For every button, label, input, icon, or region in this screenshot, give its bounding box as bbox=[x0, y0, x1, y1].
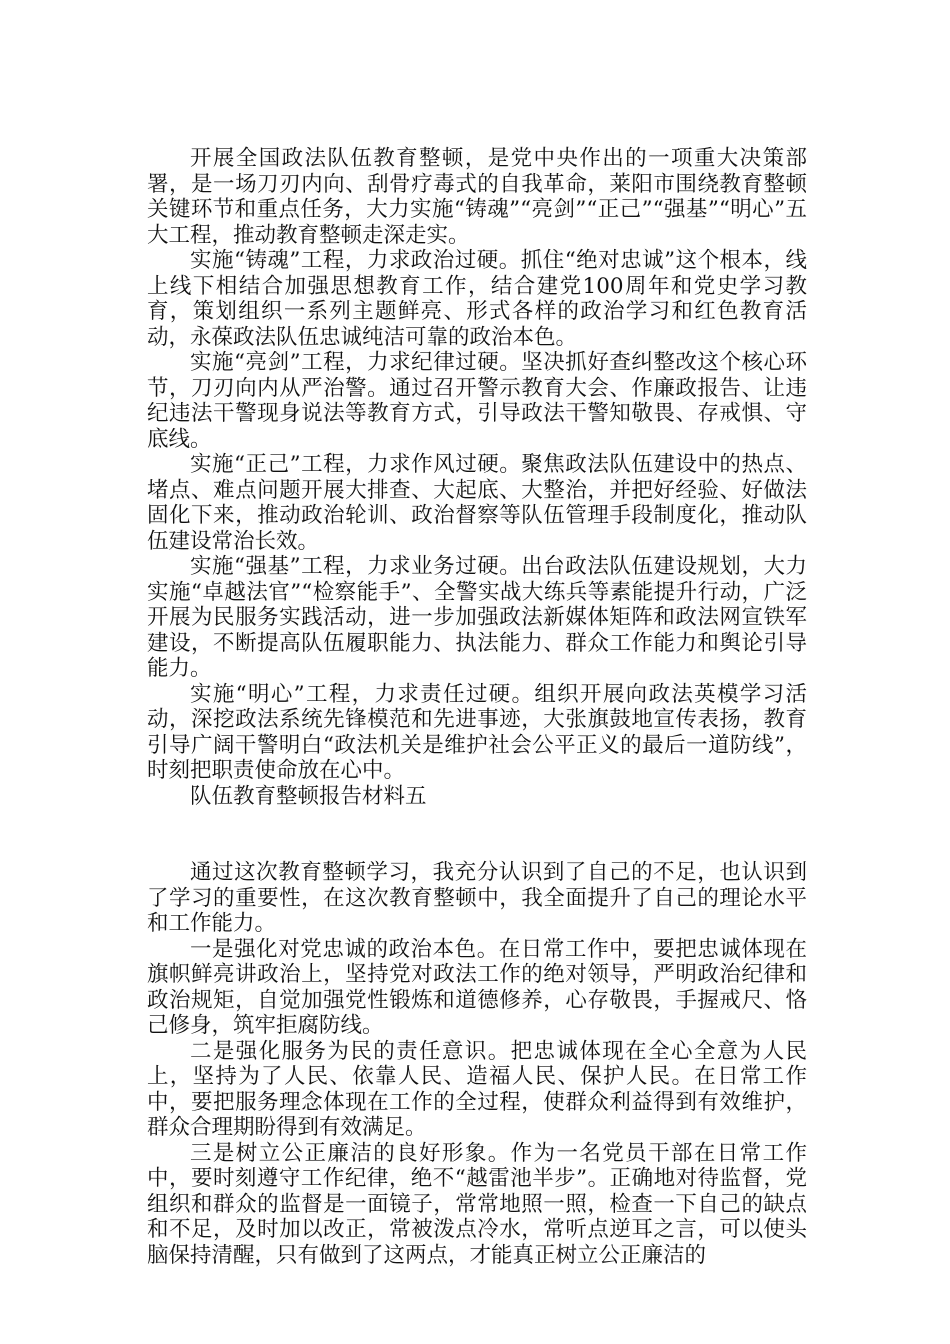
body-paragraph: 实施“亮剑”工程，力求纪律过硬。坚决抓好查纠整改这个核心环节，刀刃向内从严治警。通过召开警示教育大会、作廉政报告、让违纪违法干警现身说法等教育方式，引导政法干警知敬畏、存戒惧、守底线。 bbox=[147, 350, 807, 452]
document-page bbox=[147, 146, 807, 1268]
body-paragraph: 实施“强基”工程，力求业务过硬。出台政法队伍建设规划，大力实施“卓越法官”“检察能手”、全警实战大练兵等素能提升行动，广泛开展为民服务实践活动，进一步加强政法新媒体矩阵和政法网宣铁军建设，不断提高队伍履职能力、执法能力、群众工作能力和舆论引导能力。 bbox=[147, 554, 807, 681]
body-paragraph: 开展全国政法队伍教育整顿，是党中央作出的一项重大决策部署，是一场刀刃内向、刮骨疗毒式的自我革命，莱阳市围绕教育整顿关键环节和重点任务，大力实施“铸魂”“亮剑”“正己”“强基”“明心”五大工程，推动教育整顿走深走实。 bbox=[147, 146, 807, 248]
body-paragraph: 实施“明心”工程，力求责任过硬。组织开展向政法英模学习活动，深挖政法系统先锋模范和先进事迹，大张旗鼓地宣传表扬，教育引导广阔干警明白“政法机关是维护社会公平正义的最后一道防线”，时刻把职责使命放在心中。 bbox=[147, 681, 807, 783]
body-paragraph: 实施“铸魂”工程，力求政治过硬。抓住“绝对忠诚”这个根本，线上线下相结合加强思想教育工作，结合建党100周年和党史学习教育，策划组织一系列主题鲜亮、形式各样的政治学习和红色教育活动，永葆政法队伍忠诚纯洁可靠的政治本色。 bbox=[147, 248, 807, 350]
body-paragraph: 二是强化服务为民的责任意识。把忠诚体现在全心全意为人民上，坚持为了人民、依靠人民、造福人民、保护人民。在日常工作中，要把服务理念体现在工作的全过程，使群众利益得到有效维护，群众合理期盼得到有效满足。 bbox=[147, 1038, 807, 1140]
body-paragraph: 一是强化对党忠诚的政治本色。在日常工作中，要把忠诚体现在旗帜鲜亮讲政治上，坚持党对政法工作的绝对领导，严明政治纪律和政治规矩，自觉加强党性锻炼和道德修养，心存敬畏，手握戒尺、恪己修身，筑牢拒腐防线。 bbox=[147, 936, 807, 1038]
body-paragraph: 通过这次教育整顿学习，我充分认识到了自己的不足，也认识到了学习的重要性，在这次教育整顿中，我全面提升了自己的理论水平和工作能力。 bbox=[147, 860, 807, 936]
body-paragraph: 三是树立公正廉洁的良好形象。作为一名党员干部在日常工作中，要时刻遵守工作纪律，绝不“越雷池半步”。正确地对待监督，党组织和群众的监督是一面镜子，常常地照一照，检查一下自己的缺点和不足，及时加以改正，常被泼点冷水，常听点逆耳之言，可以使头脑保持清醒，只有做到了这两点，才能真正树立公正廉洁的 bbox=[147, 1140, 807, 1268]
body-paragraph: 实施“正己”工程，力求作风过硬。聚焦政法队伍建设中的热点、堵点、难点问题开展大排查、大起底、大整治，并把好经验、好做法固化下来，推动政治轮训、政治督察等队伍管理手段制度化，推动队伍建设常治长效。 bbox=[147, 452, 807, 554]
section-title: 队伍教育整顿报告材料五 bbox=[190, 783, 427, 809]
blank-line bbox=[147, 809, 807, 860]
